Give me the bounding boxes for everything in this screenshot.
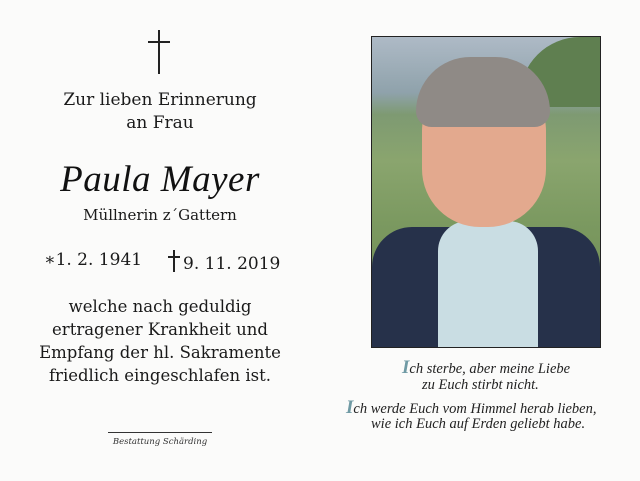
undertaker-name: Bestattung Schärding bbox=[112, 437, 208, 447]
quote-initial: I bbox=[402, 357, 410, 378]
quote-line-4: wie ich Euch auf Erden geliebt habe. bbox=[371, 416, 586, 432]
birth-date: 1. 2. 1941 bbox=[55, 250, 143, 270]
birth-star-icon: ∗ bbox=[44, 250, 56, 270]
text-line-3: Empfang der hl. Sakramente bbox=[39, 343, 281, 362]
divider bbox=[108, 432, 212, 433]
quote-line-3: Ich werde Euch vom Himmel herab lieben, bbox=[346, 397, 597, 418]
cross-icon bbox=[148, 30, 170, 74]
text-line-2: ertragener Krankheit und bbox=[52, 320, 268, 339]
quote-initial: I bbox=[346, 397, 354, 418]
death-cross-icon bbox=[168, 250, 180, 272]
text-line-4: friedlich eingeschlafen ist. bbox=[48, 366, 272, 385]
quote-line-2: zu Euch stirbt nicht. bbox=[422, 377, 539, 393]
quote-line-1: Ich sterbe, aber meine Liebe bbox=[402, 357, 571, 378]
death-date: 9. 11. 2019 bbox=[183, 254, 281, 274]
text-line-1: welche nach geduldig bbox=[68, 297, 252, 316]
memory-line-1: Zur lieben Erinnerung bbox=[63, 90, 257, 110]
deceased-subtitle: Müllnerin z´Gattern bbox=[83, 206, 237, 224]
portrait-photo bbox=[371, 36, 601, 348]
memory-line-2: an Frau bbox=[126, 113, 194, 133]
deceased-name: Paula Mayer bbox=[60, 159, 260, 200]
death-date-line bbox=[168, 250, 280, 274]
birth-date-line bbox=[44, 250, 142, 270]
